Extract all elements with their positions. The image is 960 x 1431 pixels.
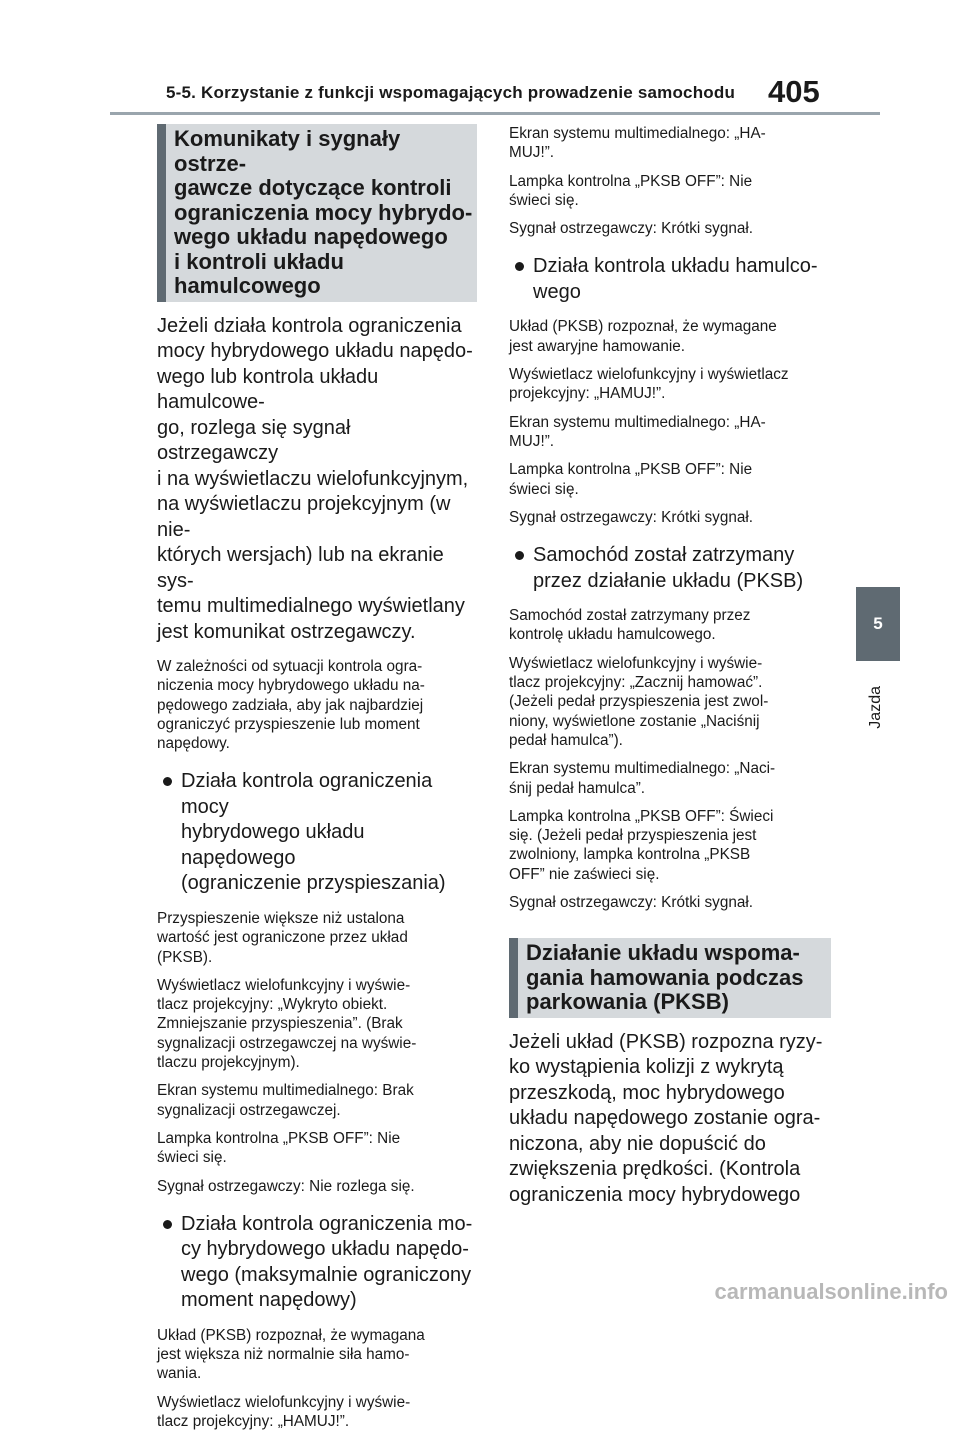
text-line: Działa kontrola ograniczenia mo- (181, 1212, 473, 1235)
text-line: ograniczenia mocy hybrydo- (174, 199, 473, 225)
text-line: Ekran systemu multimedialnego: „HA- (509, 413, 766, 431)
text-line: się. (Jeżeli pedał przyspieszenia jest (509, 827, 757, 845)
chapter-tab: 5 (856, 587, 900, 661)
paragraph (509, 460, 831, 499)
text-line: zwolniony, lampka kontrolna „PKSB (509, 846, 751, 864)
text-line: na wyświetlaczu projekcyjnym (w nie- (157, 493, 451, 541)
paragraph (157, 1081, 477, 1120)
text-line: moment napędowy) (181, 1289, 357, 1312)
bullet-text (181, 769, 477, 897)
intro-paragraph (157, 314, 477, 646)
header-rule (110, 112, 880, 115)
text-line: wego (533, 280, 581, 303)
bullet-text (181, 1212, 472, 1314)
text-line: tlacz projekcyjny: „HAMUJ!”. (157, 1413, 350, 1431)
chapter-label: Jazda (867, 686, 884, 729)
text-line: Komunikaty i sygnały ostrze- (174, 126, 401, 176)
text-line: Jeżeli działa kontrola ograniczenia (157, 314, 462, 337)
text-line: Układ (PKSB) rozpoznał, że wymagana (157, 1326, 425, 1344)
text-line: Sygnał ostrzegawczy: Krótki sygnał. (509, 220, 754, 238)
text-line: Ekran systemu multimedialnego: „HA- (509, 125, 766, 142)
paragraph (509, 807, 831, 884)
page-number: 405 (768, 74, 820, 109)
text-line: sygnalizacji ostrzegawczej na wyświe- (157, 1034, 417, 1052)
text-line: (PKSB). (157, 948, 213, 966)
bullet-dot (515, 262, 524, 271)
text-line: wego układu napędowego (174, 224, 448, 249)
bullet-item (157, 769, 477, 897)
running-header: 5-5. Korzystanie z funkcji wspomagających prowadzenie samochodu (166, 83, 736, 102)
text-line: temu multimedialnego wyświetlany (157, 595, 465, 617)
text-line: gawcze dotyczące kontroli (174, 175, 452, 200)
text-line: Działa kontrola układu hamulco- (533, 255, 818, 278)
text-line: przeszkodą, moc hybrydowego (509, 1081, 785, 1104)
text-line: Sygnał ostrzegawczy: Krótki sygnał. (509, 894, 754, 912)
text-line: W zależności od sytuacji kontrola ogra- (157, 658, 423, 675)
bullet-text (533, 254, 818, 305)
note-paragraph (157, 657, 477, 753)
watermark: carmanualsonline.info (714, 1279, 948, 1304)
text-line: ograniczenia mocy hybrydowego (509, 1183, 801, 1206)
bullet-item (509, 543, 831, 594)
bullet-item (509, 254, 831, 305)
text-line: parkowania (PKSB) (526, 989, 729, 1015)
text-line: tlacz projekcyjny: „Wykryto obiekt. (157, 996, 388, 1014)
text-line: cy hybrydowego układu napędo- (181, 1238, 469, 1261)
text-line: hybrydowego układu napędowego (181, 821, 365, 869)
text-line: Wyświetlacz wielofunkcyjny i wyświe- (509, 654, 763, 672)
paragraph (509, 124, 831, 163)
text-line: Jeżeli układ (PKSB) rozpozna ryzy- (509, 1030, 823, 1053)
text-line: Wyświetlacz wielofunkcyjny i wyświetlacz (509, 366, 789, 384)
text-line: i na wyświetlaczu wielofunkcyjnym, (157, 467, 469, 490)
text-line: Działanie układu wspoma- (526, 940, 800, 966)
text-line: Lampka kontrolna „PKSB OFF”: Nie (509, 461, 753, 479)
text-line: niczona, aby nie dopuścić do (509, 1132, 766, 1155)
paragraph (157, 909, 477, 967)
text-line: wartość jest ograniczone przez układ (157, 929, 408, 947)
bullet-dot (515, 551, 524, 560)
text-line: wego lub kontrola układu hamulcowe- (157, 365, 379, 413)
text-line: go, rozlega się sygnał ostrzegawczy (157, 416, 351, 464)
text-line: świeci się. (509, 191, 579, 209)
text-line: gania hamowania podczas (526, 964, 804, 990)
paragraph (509, 893, 831, 912)
paragraph (157, 1177, 477, 1196)
text-line: Zmniejszanie przyspieszenia”. (Brak (157, 1015, 403, 1033)
text-line: ograniczyć przyspieszenie lub moment (157, 715, 420, 733)
text-line: OFF” nie zaświeci się. (509, 865, 660, 883)
text-line: jest komunikat ostrzegawczy. (157, 620, 416, 643)
text-line: ko wystąpienia kolizji z wykrytą (509, 1056, 784, 1079)
paragraph (157, 1393, 477, 1431)
paragraph (509, 413, 831, 452)
bullet-dot (163, 777, 172, 786)
text-line: Samochód został zatrzymany przez (509, 607, 751, 625)
text-line: Układ (PKSB) rozpoznał, że wymagane (509, 318, 777, 336)
text-line: Samochód został zatrzymany (533, 544, 795, 567)
left-column (157, 124, 477, 1431)
text-line: MUJ!”. (509, 144, 555, 162)
text-line: Lampka kontrolna „PKSB OFF”: Świeci (509, 807, 774, 825)
text-line: kontrolę układu hamulcowego. (509, 626, 716, 644)
text-line: projekcyjny: „HAMUJ!”. (509, 385, 666, 403)
text-line: niony, wyświetlone zostanie „Naciśnij (509, 712, 760, 730)
paragraph (509, 219, 831, 238)
text-line: napędowy. (157, 735, 230, 753)
text-line: pędowego zadziała, aby jak najbardziej (157, 696, 424, 714)
text-line: MUJ!”. (509, 432, 555, 450)
bullet-item (157, 1212, 477, 1314)
text-line: (ograniczenie przyspieszania) (181, 872, 446, 895)
text-line: jest awaryjne hamowanie. (509, 337, 686, 355)
right-column (509, 124, 831, 1208)
text-line: (Jeżeli pedał przyspieszenia jest zwol- (509, 693, 769, 711)
text-line: śnij pedał hamulca”. (509, 779, 646, 797)
text-line: pedał hamulca”). (509, 731, 623, 749)
text-line: których wersjach) lub na ekranie sys- (157, 544, 444, 592)
text-line: wania. (157, 1365, 202, 1383)
text-line: Sygnał ostrzegawczy: Krótki sygnał. (509, 508, 754, 526)
text-line: Sygnał ostrzegawczy: Nie rozlega się. (157, 1177, 415, 1195)
text-line: układu napędowego zostanie ogra- (509, 1107, 821, 1130)
text-line: zwiększenia prędkości. (Kontrola (509, 1158, 801, 1181)
text-line: świeci się. (157, 1149, 227, 1167)
paragraph (157, 1326, 477, 1384)
paragraph (509, 317, 831, 356)
section-heading (157, 124, 477, 302)
text-line: Przyspieszenie większe niż ustalona (157, 909, 405, 927)
paragraph (509, 759, 831, 798)
text-line: przez działanie układu (PKSB) (533, 569, 804, 592)
text-line: Ekran systemu multimedialnego: Brak (157, 1082, 414, 1100)
text-line: mocy hybrydowego układu napędo- (157, 340, 473, 362)
paragraph (157, 976, 477, 1072)
bullet-text (533, 543, 803, 594)
text-line: Wyświetlacz wielofunkcyjny i wyświe- (157, 1393, 411, 1411)
paragraph (509, 654, 831, 750)
text-line: tlacz projekcyjny: „Zacznij hamować”. (509, 674, 763, 692)
text-line: tlaczu projekcyjnym). (157, 1054, 300, 1072)
text-line: Wyświetlacz wielofunkcyjny i wyświe- (157, 976, 411, 994)
text-line: Lampka kontrolna „PKSB OFF”: Nie (157, 1129, 401, 1147)
text-line: i kontroli układu hamulcowego (174, 248, 344, 298)
paragraph (157, 1129, 477, 1168)
section-heading (509, 938, 831, 1018)
text-line: sygnalizacji ostrzegawczej. (157, 1101, 341, 1119)
text-line: niczenia mocy hybrydowego układu na- (157, 677, 425, 695)
text-line: Ekran systemu multimedialnego: „Naci- (509, 760, 776, 778)
text-line: świeci się. (509, 480, 579, 498)
intro-paragraph (509, 1030, 831, 1209)
paragraph (509, 365, 831, 404)
text-line: Działa kontrola ograniczenia mocy (181, 770, 433, 818)
bullet-dot (163, 1220, 172, 1229)
paragraph (509, 606, 831, 645)
text-line: jest większa niż normalnie siła hamo- (157, 1346, 410, 1364)
paragraph (509, 172, 831, 211)
text-line: Lampka kontrolna „PKSB OFF”: Nie (509, 172, 753, 190)
text-line: wego (maksymalnie ograniczony (181, 1263, 472, 1286)
paragraph (509, 508, 831, 527)
